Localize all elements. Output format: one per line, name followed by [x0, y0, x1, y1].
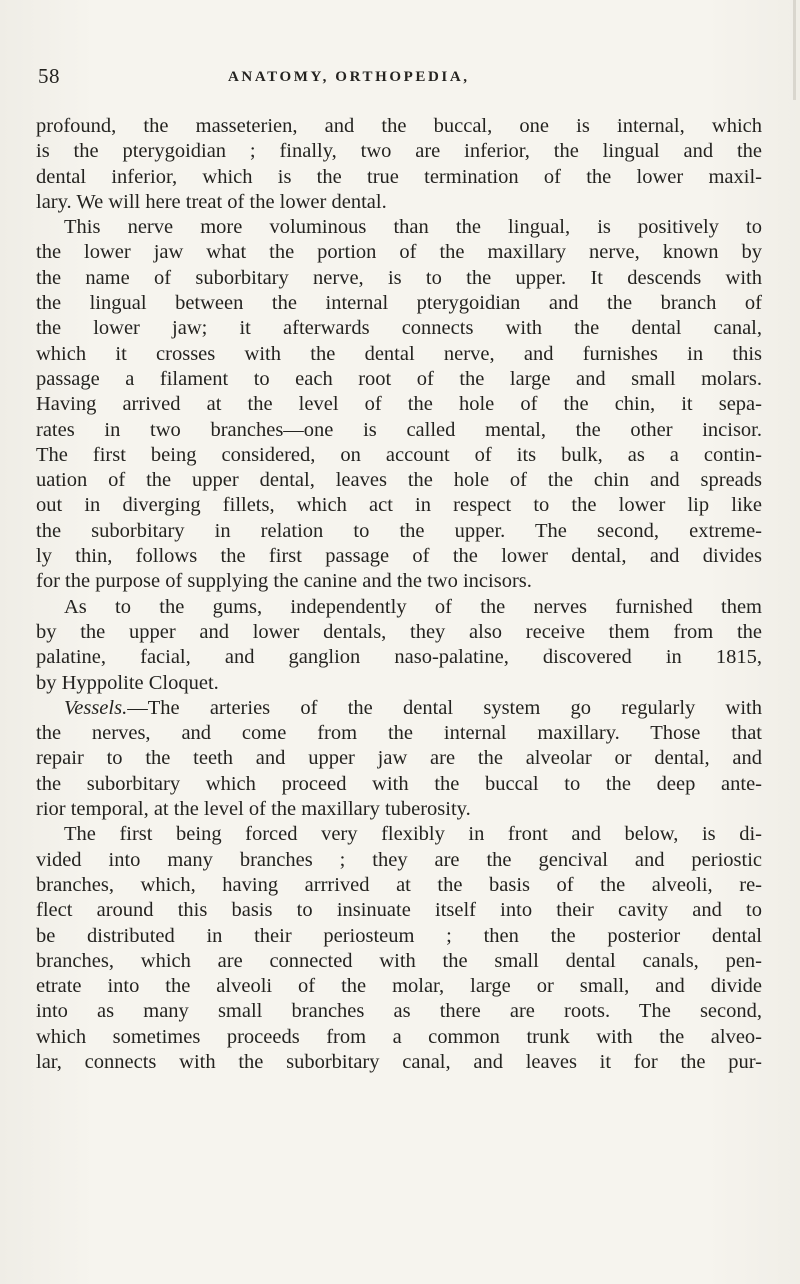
text-line-content: As to the gums, independently of the nerves furnished them [64, 595, 762, 618]
text-line-content: by Hyppolite Cloquet. [36, 671, 219, 694]
text-line-content: —The arteries of the dental system go regularly with [127, 696, 762, 719]
text-line [36, 671, 762, 696]
text-line-content: rates in two branches—one is called mental, the other incisor. [36, 418, 762, 441]
text-line [36, 999, 762, 1024]
text-line [36, 721, 762, 746]
text-line [36, 519, 762, 544]
text-line [36, 240, 762, 265]
section-lead: Vessels. [64, 696, 128, 719]
text-line-content: uation of the upper dental, leaves the hole of the chin and spreads [36, 469, 762, 492]
text-line [36, 215, 762, 240]
text-line-content: be distributed in their periosteum ; then the posterior dental [36, 924, 762, 947]
text-line-content: The first being forced very flexibly in front and below, is di- [64, 823, 762, 846]
text-line [36, 569, 762, 594]
running-head: ANATOMY, ORTHOPEDIA, [228, 69, 470, 85]
text-line [36, 898, 762, 923]
body-text [36, 114, 762, 1075]
text-line-content: the lingual between the internal pterygoidian and the branch of [36, 292, 762, 315]
text-line [36, 418, 762, 443]
text-line [36, 1025, 762, 1050]
text-line [36, 443, 762, 468]
text-line-content: branches, which are connected with the small dental canals, pen- [36, 949, 762, 972]
text-line [36, 1050, 762, 1075]
text-line-content: the suborbitary in relation to the upper. The second, extreme- [36, 519, 762, 542]
text-line [36, 139, 762, 164]
text-line [36, 342, 762, 367]
text-line-content: passage a filament to each root of the large and small molars. [36, 367, 762, 390]
text-line [36, 468, 762, 493]
text-line [36, 493, 762, 518]
text-line-content: rior temporal, at the level of the maxillary tuberosity. [36, 798, 471, 821]
text-line-content: The first being considered, on account of its bulk, as a contin- [36, 443, 762, 466]
text-line-content: for the purpose of supplying the canine and the two incisors. [36, 570, 532, 593]
text-line-content: flect around this basis to insinuate itself into their cavity and to [36, 899, 762, 922]
text-line [36, 848, 762, 873]
page-edge-shadow [793, 0, 796, 100]
text-line [36, 316, 762, 341]
text-line-content: profound, the masseterien, and the buccal, one is internal, which [36, 115, 762, 137]
text-line [36, 949, 762, 974]
text-line-content: This nerve more voluminous than the lingual, is positively to [64, 216, 762, 239]
text-line-content: the suborbitary which proceed with the buccal to the deep ante- [36, 772, 762, 795]
text-line [36, 797, 762, 822]
text-line-content: the nerves, and come from the internal maxillary. Those that [36, 722, 762, 745]
text-line [36, 696, 762, 721]
text-line [36, 266, 762, 291]
text-line-content: into as many small branches as there are roots. The second, [36, 1000, 762, 1023]
text-line [36, 544, 762, 569]
text-line [36, 114, 762, 139]
text-line [36, 924, 762, 949]
text-line-content: which it crosses with the dental nerve, and furnishes in this [36, 342, 762, 365]
text-line [36, 620, 762, 645]
text-line-content: palatine, facial, and ganglion naso-palatine, discovered in 1815, [36, 646, 762, 669]
text-line-content: is the pterygoidian ; finally, two are inferior, the lingual and the [36, 140, 762, 163]
text-line [36, 291, 762, 316]
text-line [36, 367, 762, 392]
text-line [36, 595, 762, 620]
text-line-content: lar, connects with the suborbitary canal, and leaves it for the pur- [36, 1050, 762, 1073]
page-header [38, 64, 758, 88]
text-line-content: branches, which, having arrrived at the basis of the alveoli, re- [36, 873, 762, 896]
text-line-content: out in diverging fillets, which act in respect to the lower lip like [36, 494, 762, 517]
text-line [36, 974, 762, 999]
text-line-content: repair to the teeth and upper jaw are the alveolar or dental, and [36, 747, 762, 770]
text-line [36, 645, 762, 670]
text-line-content: which sometimes proceeds from a common trunk with the alveo- [36, 1025, 762, 1048]
text-line-content: the lower jaw what the portion of the maxillary nerve, known by [36, 241, 762, 264]
text-line-content: Having arrived at the level of the hole of the chin, it sepa- [36, 393, 762, 416]
text-line [36, 822, 762, 847]
text-line [36, 873, 762, 898]
page-number: 58 [38, 64, 60, 88]
text-line [36, 165, 762, 190]
text-line-content: etrate into the alveoli of the molar, large or small, and divide [36, 975, 762, 998]
text-line-content: vided into many branches ; they are the gencival and periostic [36, 848, 762, 871]
text-line [36, 190, 762, 215]
text-line-content: the name of suborbitary nerve, is to the upper. It descends with [36, 266, 762, 289]
text-line [36, 772, 762, 797]
text-line-content: ly thin, follows the first passage of the lower dental, and divides [36, 545, 762, 568]
text-line-content: the lower jaw; it afterwards connects with the dental canal, [36, 317, 762, 340]
text-line [36, 746, 762, 771]
text-line-content: dental inferior, which is the true termination of the lower maxil- [36, 165, 762, 188]
text-line-content: lary. We will here treat of the lower dental. [36, 190, 387, 213]
text-line-content: by the upper and lower dentals, they also receive them from the [36, 620, 762, 643]
text-line [36, 392, 762, 417]
